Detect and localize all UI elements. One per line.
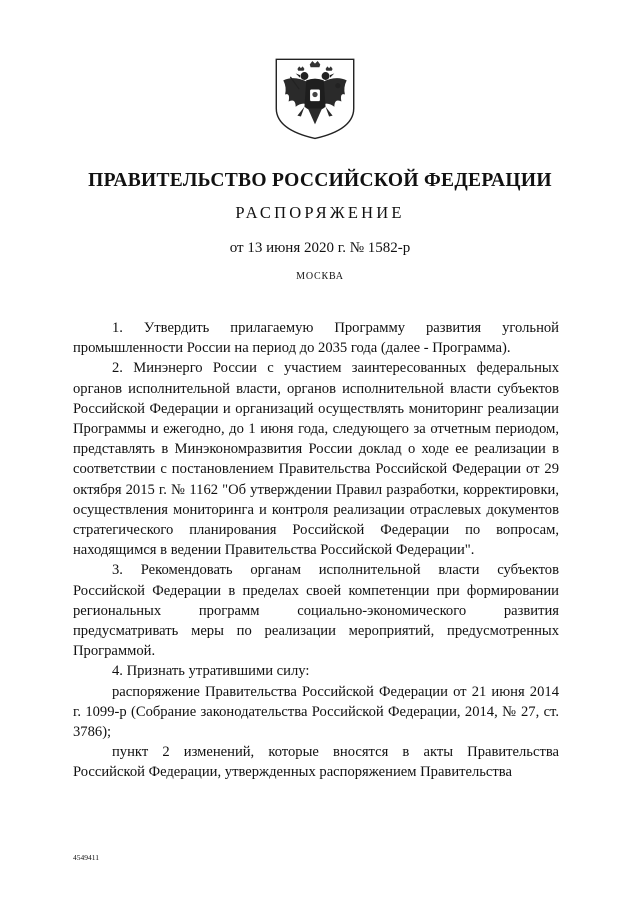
russian-coat-of-arms-icon [271, 54, 359, 142]
document-body [73, 318, 559, 783]
document-date-number: от 13 июня 2020 г. № 1582-р [229, 240, 411, 256]
paragraph-2: 2. Минэнерго России с участием заинтересованных федеральных органов исполнительной власти, органов исполнительной власти субъектов Российской Федерации и организаций осуществлять мониторинг реализации Программы и ежегодно, до 1 июня года, следующего за отчетным периодом, представлять в Минэкономразвития России доклад о ходе ее реализации в соответствии с постановлением Правительства Российской Федерации от 29 октября 2015 г. № 1162 "Об утверждении Правил разработки, корректировки, осуществления мониторинга и контроля реализации отраслевых документов стратегического планирования Российской Федерации по вопросам, находящимся в ведении Правительства Российской Федерации". [73, 360, 559, 559]
document-city: МОСКВА [296, 271, 344, 282]
paragraph-1: 1. Утвердить прилагаемую Программу развития угольной промышленности России на период до 2035 года (далее - Программа). [73, 320, 559, 357]
paragraph-3: 3. Рекомендовать органам исполнительной власти субъектов Российской Федерации в пределах своей компетенции при формировании региональных программ социально-экономического развития предусматривать меры по реализации мероприятий, предусмотренных Программой. [73, 562, 559, 660]
paragraph-6: пункт 2 изменений, которые вносятся в акты Правительства Российской Федерации, утвержденных распоряжением Правительства [73, 744, 559, 781]
government-title: ПРАВИТЕЛЬСТВО РОССИЙСКОЙ ФЕДЕРАЦИИ [88, 170, 552, 191]
document-type: РАСПОРЯЖЕНИЕ [235, 203, 405, 222]
paragraph-4: 4. Признать утратившими силу: [112, 663, 310, 680]
paragraph-5: распоряжение Правительства Российской Федерации от 21 июня 2014 г. 1099-р (Собрание законодательства Российской Федерации, 2014, № 27, ст. 3786); [73, 683, 559, 741]
document-code: 4549411 [73, 853, 99, 862]
